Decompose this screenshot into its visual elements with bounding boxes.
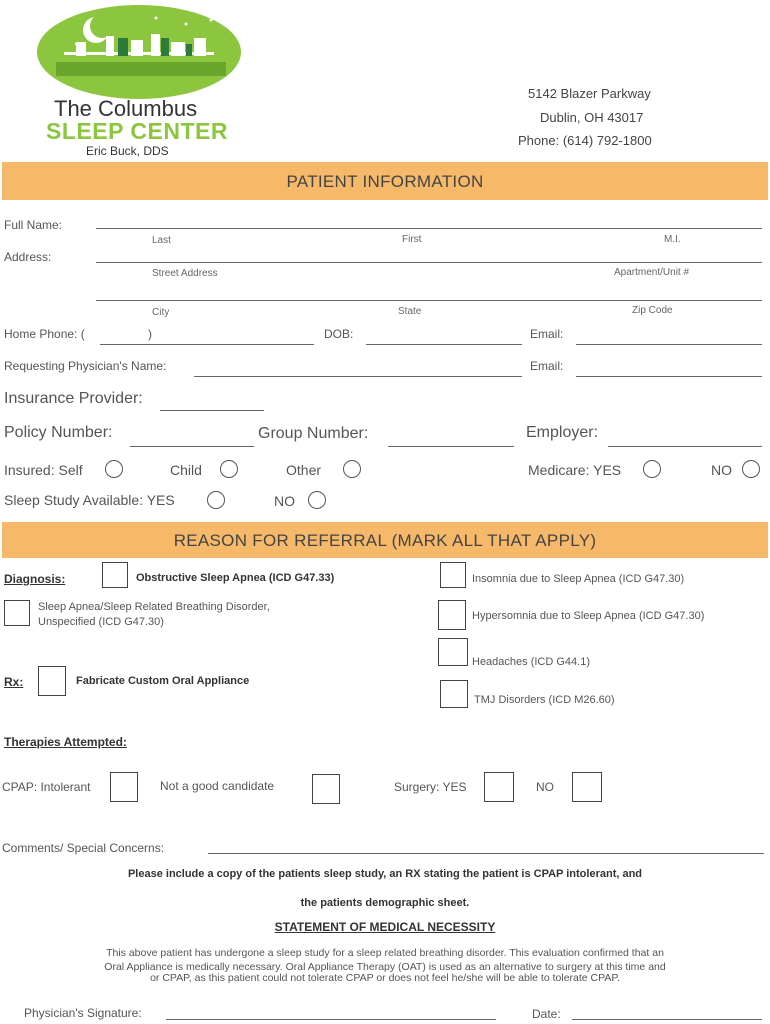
- insured-self-radio[interactable]: [105, 460, 123, 478]
- include-note-1: Please include a copy of the patients sleep study, an RX stating the patient is CPAP intolerant, and: [127, 868, 643, 880]
- cpap-label: CPAP: Intolerant: [2, 780, 91, 794]
- last-caption: Last: [152, 235, 171, 246]
- child-label: Child: [170, 462, 202, 478]
- email-label-1: Email:: [530, 327, 564, 341]
- headaches-checkbox[interactable]: [438, 638, 468, 666]
- sleep-apnea-unspec-checkbox[interactable]: [4, 600, 30, 626]
- rx-label: Rx:: [4, 675, 24, 689]
- medicare-no-label: NO: [711, 462, 732, 478]
- sleep-study-label: Sleep Study Available: YES: [4, 492, 175, 508]
- address-line1: 5142 Blazer Parkway: [528, 86, 651, 101]
- date-field[interactable]: [572, 1019, 762, 1020]
- street-caption: Street Address: [152, 268, 218, 279]
- patient-info-header: [2, 162, 768, 200]
- insured-other-radio[interactable]: [343, 460, 361, 478]
- physician-label: Requesting Physician's Name:: [4, 359, 167, 373]
- logo: [36, 4, 242, 100]
- address-label: Address:: [4, 250, 52, 264]
- group-label: Group Number:: [258, 425, 369, 442]
- city-state-zip-field[interactable]: [96, 300, 762, 301]
- hypersomnia-checkbox[interactable]: [438, 600, 466, 630]
- employer-label: Employer:: [526, 424, 599, 441]
- tmj-label: TMJ Disorders (ICD M26.60): [474, 694, 615, 706]
- mi-caption: M.I.: [664, 234, 681, 245]
- org-name-line2: SLEEP CENTER: [46, 118, 228, 144]
- insured-child-radio[interactable]: [220, 460, 238, 478]
- physician-field[interactable]: [194, 376, 522, 377]
- tmj-checkbox[interactable]: [440, 680, 468, 708]
- diagnosis-label: Diagnosis:: [4, 572, 66, 586]
- surgery-no-label: NO: [536, 780, 554, 794]
- home-phone-field[interactable]: [100, 344, 314, 345]
- insomnia-label: Insomnia due to Sleep Apnea (ICD G47.30): [472, 573, 685, 585]
- statement-line-2: Oral Appliance is medically necessary. Oral Appliance Therapy (OAT) is used as an alternative to surgery at this time and: [104, 961, 666, 973]
- sleep-study-yes-radio[interactable]: [207, 491, 225, 509]
- surgery-yes-checkbox[interactable]: [484, 772, 514, 802]
- insured-label: Insured: Self: [4, 462, 83, 478]
- full-name-label: Full Name:: [4, 218, 63, 232]
- fabricate-checkbox[interactable]: [38, 666, 66, 696]
- policy-label: Policy Number:: [4, 424, 113, 441]
- dob-field[interactable]: [366, 344, 522, 345]
- osa-checkbox[interactable]: [102, 562, 128, 588]
- email-field-1[interactable]: [576, 344, 762, 345]
- medicare-yes-radio[interactable]: [643, 460, 661, 478]
- phone-number: Phone: (614) 792-1800: [518, 133, 652, 148]
- date-label: Date:: [532, 1007, 561, 1021]
- logo-graphic: [36, 4, 242, 100]
- zip-caption: Zip Code: [632, 305, 673, 316]
- surgery-no-checkbox[interactable]: [572, 772, 602, 802]
- sleep-study-no-radio[interactable]: [308, 491, 326, 509]
- referral-title: REASON FOR REFERRAL (MARK ALL THAT APPLY): [173, 531, 597, 550]
- dob-label: DOB:: [324, 327, 354, 341]
- other-label: Other: [286, 462, 322, 478]
- state-caption: State: [398, 306, 422, 317]
- home-phone-close-paren: ): [148, 327, 152, 341]
- comments-field[interactable]: [208, 853, 764, 854]
- osa-label: Obstructive Sleep Apnea (ICD G47.33): [136, 572, 335, 584]
- street-field[interactable]: [96, 262, 762, 263]
- include-note-2: the patients demographic sheet.: [300, 897, 470, 909]
- statement-line-3: or CPAP, as this patient could not tolerate CPAP or does not feel he/she will be able to tolerate CPAP.: [150, 972, 620, 984]
- medicare-no-radio[interactable]: [742, 460, 760, 478]
- sleep-apnea-unspec-label-2: Unspecified (ICD G47.30): [38, 616, 164, 628]
- cpap-intolerant-checkbox[interactable]: [110, 772, 138, 802]
- statement-line-1: This above patient has undergone a sleep study for a sleep related breathing disorder. This evaluation confirmed that an: [106, 947, 664, 959]
- hypersomnia-label: Hypersomnia due to Sleep Apnea (ICD G47.30): [472, 610, 705, 622]
- city-caption: City: [152, 307, 170, 318]
- address-line2: Dublin, OH 43017: [540, 110, 644, 125]
- employer-field[interactable]: [608, 446, 762, 447]
- patient-info-title: PATIENT INFORMATION: [286, 172, 484, 191]
- statement-title: STATEMENT OF MEDICAL NECESSITY: [274, 920, 496, 934]
- sleep-apnea-unspec-label-1: Sleep Apnea/Sleep Related Breathing Disorder,: [38, 601, 270, 613]
- insurance-label: Insurance Provider:: [4, 390, 143, 407]
- email-field-2[interactable]: [576, 376, 762, 377]
- full-name-field[interactable]: [96, 228, 762, 229]
- insomnia-checkbox[interactable]: [440, 562, 466, 588]
- apt-caption: Apartment/Unit #: [614, 267, 690, 278]
- home-phone-label: Home Phone: (: [4, 327, 85, 341]
- medicare-label: Medicare: YES: [528, 462, 622, 478]
- insurance-field[interactable]: [160, 410, 264, 411]
- comments-label: Comments/ Special Concerns:: [2, 841, 165, 855]
- surgery-label: Surgery: YES: [394, 780, 467, 794]
- email-label-2: Email:: [530, 359, 564, 373]
- group-field[interactable]: [388, 446, 514, 447]
- policy-field[interactable]: [130, 446, 254, 447]
- signature-label: Physician's Signature:: [24, 1006, 142, 1020]
- referral-header: [2, 522, 768, 558]
- not-candidate-checkbox[interactable]: [312, 774, 340, 804]
- doctor-name: Eric Buck, DDS: [86, 144, 169, 158]
- sleep-study-no-label: NO: [274, 493, 295, 509]
- headaches-label: Headaches (ICD G44.1): [472, 656, 590, 668]
- signature-field[interactable]: [166, 1019, 496, 1020]
- org-name-line1: The Columbus: [54, 96, 198, 121]
- not-candidate-label: Not a good candidate: [160, 779, 275, 793]
- first-caption: First: [402, 234, 422, 245]
- fabricate-label: Fabricate Custom Oral Appliance: [76, 675, 250, 687]
- therapies-label: Therapies Attempted:: [4, 735, 127, 749]
